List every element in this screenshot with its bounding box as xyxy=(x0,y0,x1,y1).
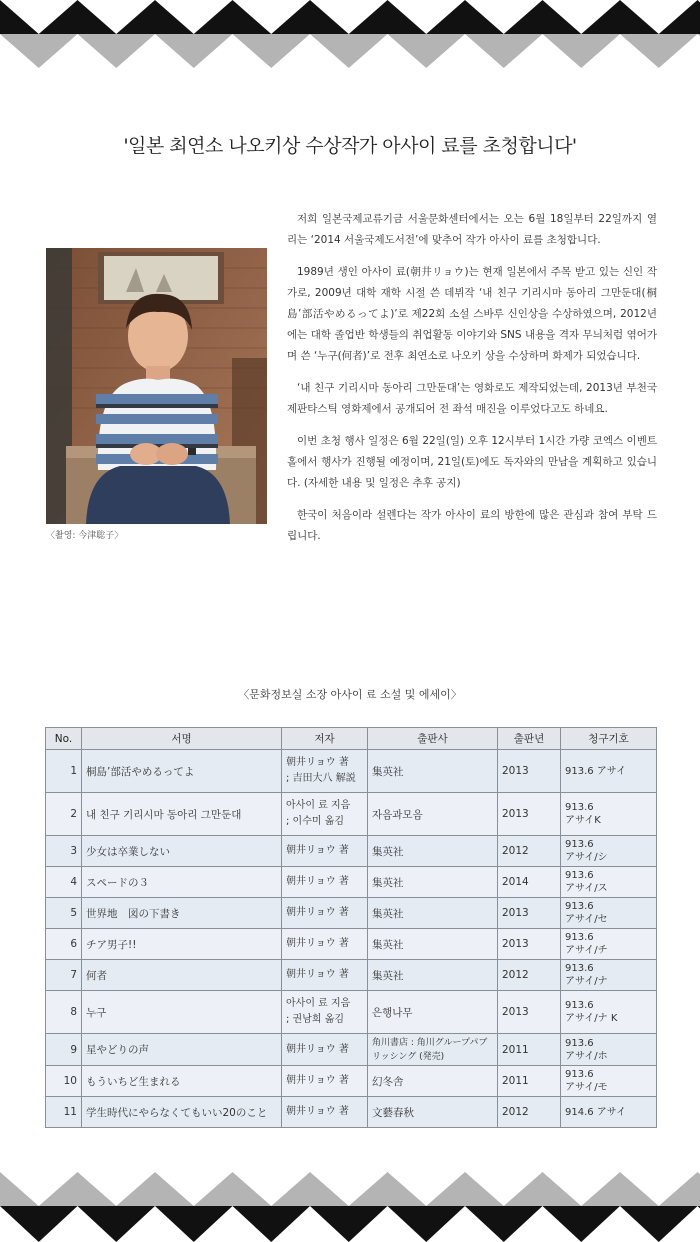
author-line: 朝井リョウ 著 xyxy=(286,1106,349,1117)
call-number xyxy=(561,991,657,1034)
border-triangle-light xyxy=(116,1172,194,1206)
author-line: 朝井リョウ 著 xyxy=(286,757,349,768)
border-triangle-light xyxy=(0,1172,39,1206)
call-line: 913.6 xyxy=(565,1000,594,1011)
author-line: 朝井リョウ 著 xyxy=(286,1043,349,1055)
border-triangle-dark xyxy=(388,1206,466,1242)
border-triangle-light xyxy=(78,34,156,68)
book-author xyxy=(282,867,368,898)
border-triangle-light xyxy=(39,1172,117,1206)
call-line: 913.6 xyxy=(565,932,594,943)
row-number: 6 xyxy=(46,929,82,960)
border-triangle-light xyxy=(0,34,78,68)
book-title: 星やどりの声 xyxy=(82,1034,282,1066)
border-triangle-dark xyxy=(504,0,582,34)
row-number: 8 xyxy=(46,991,82,1034)
call-line: アサイ/チ xyxy=(565,945,608,956)
column-header-author: 저자 xyxy=(282,728,368,750)
table-row xyxy=(46,750,657,793)
call-line: 913.6 xyxy=(565,901,594,912)
intro-paragraph: 이번 초청 행사 일정은 6월 22일(일) 오후 12시부터 1시간 가량 코엑스 이벤트홀에서 행사가 진행될 예정이며, 21일(토)에도 독자와의 만남을 계획하고 있습니다. (자세한 내용 및 일정은 추후 공지) xyxy=(287,435,657,489)
book-title: もういちど生まれる xyxy=(82,1066,282,1097)
row-number: 4 xyxy=(46,867,82,898)
column-header-year: 출판년 xyxy=(498,728,561,750)
call-line: 913.6 xyxy=(565,963,594,974)
author-line: 朝井リョウ 著 xyxy=(286,876,349,887)
call-number xyxy=(561,960,657,991)
column-header-title: 서명 xyxy=(82,728,282,750)
row-number: 2 xyxy=(46,793,82,836)
row-number: 5 xyxy=(46,898,82,929)
book-year: 2014 xyxy=(498,867,561,898)
table-row xyxy=(46,867,657,898)
call-number xyxy=(561,836,657,867)
book-author xyxy=(282,960,368,991)
border-triangle-dark xyxy=(155,1206,233,1242)
border-triangle-light xyxy=(465,34,543,68)
book-publisher: 集英社 xyxy=(368,836,498,867)
author-line: 朝井リョウ 著 xyxy=(286,938,349,949)
book-title: 学生時代にやらなくてもいい20のこと xyxy=(82,1097,282,1128)
book-author xyxy=(282,836,368,867)
call-line: 913.6 xyxy=(565,802,594,813)
table-row xyxy=(46,960,657,991)
book-year: 2013 xyxy=(498,991,561,1034)
book-year: 2012 xyxy=(498,960,561,991)
table-header-row xyxy=(46,728,657,750)
border-triangle-dark xyxy=(620,1206,698,1242)
table-row xyxy=(46,898,657,929)
border-triangle-dark xyxy=(116,0,194,34)
call-line: アサイ/ナ xyxy=(565,976,608,987)
book-author xyxy=(282,1097,368,1128)
call-line: アサイ/セ xyxy=(565,914,608,925)
border-triangle-light xyxy=(233,34,311,68)
column-header-call-number: 청구기호 xyxy=(561,728,657,750)
author-line: ; 권남희 옮김 xyxy=(286,1014,345,1025)
book-publisher: 集英社 xyxy=(368,750,498,793)
table-row xyxy=(46,836,657,867)
book-publisher: 集英社 xyxy=(368,960,498,991)
book-year: 2011 xyxy=(498,1066,561,1097)
call-line: アサイ/ナ K xyxy=(565,1013,618,1024)
border-triangle-dark xyxy=(0,0,39,34)
border-triangle-dark xyxy=(233,1206,311,1242)
book-year: 2013 xyxy=(498,929,561,960)
call-number xyxy=(561,750,657,793)
border-triangle-dark xyxy=(659,0,700,34)
author-line: 朝井リョウ 著 xyxy=(286,907,349,918)
border-triangle-dark xyxy=(349,0,427,34)
call-line: アサイ/モ xyxy=(565,1082,608,1093)
table-row xyxy=(46,1066,657,1097)
table-row xyxy=(46,1097,657,1128)
border-triangle-dark xyxy=(271,0,349,34)
book-title: 何者 xyxy=(82,960,282,991)
book-year: 2013 xyxy=(498,898,561,929)
call-number xyxy=(561,898,657,929)
book-list-title: 〈문화정보실 소장 아사이 료 소설 및 에세이〉 xyxy=(238,688,462,701)
book-author xyxy=(282,898,368,929)
author-line: 朝井リョウ 著 xyxy=(286,1075,349,1086)
book-year: 2013 xyxy=(498,793,561,836)
border-triangle-light xyxy=(543,34,621,68)
book-year: 2012 xyxy=(498,1097,561,1128)
row-number: 9 xyxy=(46,1034,82,1066)
book-title: チア男子!! xyxy=(82,929,282,960)
book-publisher: 은행나무 xyxy=(368,991,498,1034)
book-title: 少女は卒業しない xyxy=(82,836,282,867)
column-header-no: No. xyxy=(46,728,82,750)
author-line: 朝井リョウ 著 xyxy=(286,969,349,980)
border-triangle-light xyxy=(504,1172,582,1206)
book-publisher: 자음과모음 xyxy=(368,793,498,836)
border-triangle-dark xyxy=(39,0,117,34)
intro-paragraph: 저희 일본국제교류기금 서울문화센터에서는 오는 6월 18일부터 22일까지 열리는 ‘2014 서울국제도서전’에 맞추어 작가 아사이 료를 초청합니다. xyxy=(287,213,657,246)
border-triangle-light xyxy=(620,34,698,68)
table-row xyxy=(46,1034,657,1066)
row-number: 11 xyxy=(46,1097,82,1128)
call-line: アサイ/ホ xyxy=(565,1050,608,1062)
call-line: 913.6 xyxy=(565,839,594,850)
call-line: 913.6 xyxy=(565,1037,594,1049)
page-title: '일본 최연소 나오키상 수상작가 아사이 료를 초청합니다' xyxy=(123,135,577,157)
author-photo xyxy=(46,248,267,524)
border-triangle-dark xyxy=(543,1206,621,1242)
border-triangle-light xyxy=(271,1172,349,1206)
border-triangle-dark xyxy=(194,0,272,34)
book-author xyxy=(282,991,368,1034)
border-triangle-light xyxy=(349,1172,427,1206)
author-line: ; 吉田大八 解説 xyxy=(286,773,356,784)
book-title: 누구 xyxy=(82,991,282,1034)
call-number xyxy=(561,793,657,836)
border-triangle-light xyxy=(581,1172,659,1206)
row-number: 1 xyxy=(46,750,82,793)
border-triangle-dark xyxy=(581,0,659,34)
intro-paragraph: 한국이 처음이라 설렌다는 작가 아사이 료의 방한에 많은 관심과 참여 부탁 드립니다. xyxy=(287,509,657,542)
call-number xyxy=(561,1097,657,1128)
border-triangle-dark xyxy=(426,0,504,34)
border-triangle-light xyxy=(194,1172,272,1206)
table-row xyxy=(46,793,657,836)
row-number: 3 xyxy=(46,836,82,867)
call-line: 914.6 アサイ xyxy=(565,1106,627,1118)
top-triangle-border xyxy=(0,0,700,68)
border-triangle-dark xyxy=(310,1206,388,1242)
row-number: 10 xyxy=(46,1066,82,1097)
border-triangle-light xyxy=(426,1172,504,1206)
photo-caption: 〈촬영: 今津聡子〉 xyxy=(46,531,124,541)
book-year: 2013 xyxy=(498,750,561,793)
book-publisher: 集英社 xyxy=(368,867,498,898)
book-year: 2012 xyxy=(498,836,561,867)
table-row xyxy=(46,929,657,960)
intro-article xyxy=(287,209,657,558)
book-publisher: 集英社 xyxy=(368,898,498,929)
author-line: 아사이 료 지음 xyxy=(286,998,351,1009)
book-publisher: 文藝春秋 xyxy=(368,1097,498,1128)
call-line: アサイK xyxy=(565,815,601,826)
book-title: 내 친구 기리시마 동아리 그만둔대 xyxy=(82,793,282,836)
intro-paragraph: 1989년 생인 아사이 료(朝井リョウ)는 현재 일본에서 주목 받고 있는 신인 작가로, 2009년 대학 재학 시절 쓴 데뷔작 ‘내 친구 기리시마 동아리 그만둔대(桐島’部活やめるってよ)’로 제22회 소설 스바루 신인상을 수상하였으며, 2012년에는 대학 졸업반 학생들의 취업활동 이야기와 SNS 내용을 격자 무늬처럼 엮어가며 쓴 ‘누구(何者)’로 전후 최연소로 나오키 상을 수상하며 화제가 되었습니다. xyxy=(287,266,657,362)
author-line: 아사이 료 지음 xyxy=(286,800,351,811)
author-photo-image xyxy=(46,248,267,524)
book-year: 2011 xyxy=(498,1034,561,1066)
call-number xyxy=(561,1066,657,1097)
border-triangle-light xyxy=(659,1172,700,1206)
book-author xyxy=(282,750,368,793)
call-number xyxy=(561,929,657,960)
border-triangle-dark xyxy=(465,1206,543,1242)
intro-paragraph: ‘내 친구 기리시마 동아리 그만둔대’는 영화로도 제작되었는데, 2013년 부천국제판타스틱 영화제에서 공개되어 전 좌석 매진을 이루었다고도 하네요. xyxy=(287,382,657,415)
author-line: 朝井リョウ 著 xyxy=(286,845,349,856)
call-number xyxy=(561,867,657,898)
book-publisher: 角川書店 : 角川グループパブリッシング (発売) xyxy=(368,1034,498,1066)
border-triangle-dark xyxy=(78,1206,156,1242)
border-triangle-light xyxy=(310,34,388,68)
call-line: アサイ/シ xyxy=(565,852,608,863)
row-number: 7 xyxy=(46,960,82,991)
author-line: ; 이수미 옮김 xyxy=(286,816,345,827)
border-triangle-light xyxy=(155,34,233,68)
bottom-triangle-border xyxy=(0,1172,700,1242)
border-triangle-light xyxy=(388,34,466,68)
book-author xyxy=(282,1066,368,1097)
book-author xyxy=(282,1034,368,1066)
book-publisher: 集英社 xyxy=(368,929,498,960)
call-line: 913.6 xyxy=(565,870,594,881)
book-author xyxy=(282,793,368,836)
book-title: 世界地 図の下書き xyxy=(82,898,282,929)
call-line: 913.6 アサイ xyxy=(565,765,627,777)
book-table xyxy=(45,727,657,1128)
book-title: スペードの３ xyxy=(82,867,282,898)
call-line: 913.6 xyxy=(565,1069,594,1080)
call-line: アサイ/ス xyxy=(565,883,608,894)
border-triangle-dark xyxy=(0,1206,78,1242)
column-header-publisher: 출판사 xyxy=(368,728,498,750)
call-number xyxy=(561,1034,657,1066)
book-author xyxy=(282,929,368,960)
book-publisher: 幻冬舎 xyxy=(368,1066,498,1097)
table-row xyxy=(46,991,657,1034)
book-title: 桐島’部活やめるってよ xyxy=(82,750,282,793)
